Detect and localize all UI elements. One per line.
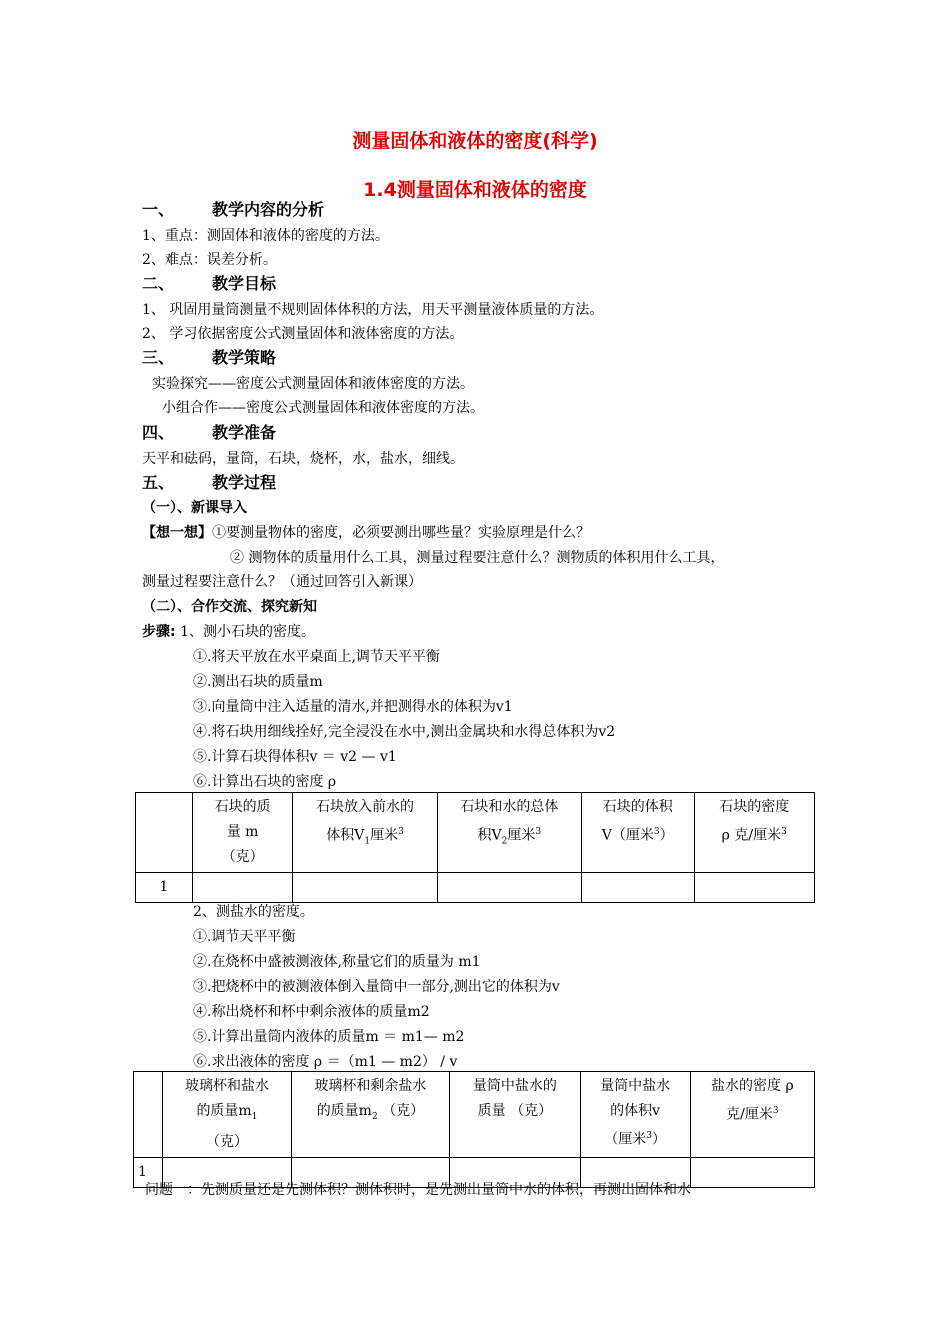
section-3-heading: 三、 教学策略 bbox=[142, 348, 277, 367]
subsection-explore-heading: （二）、合作交流、探究新知 bbox=[142, 599, 317, 615]
table-header-cell: 石块的体积 V（厘米$^3$） bbox=[581, 793, 694, 873]
table-header-cell: 玻璃杯和盐水 的质量$m_1$ （克） bbox=[163, 1072, 291, 1158]
stone-density-table bbox=[135, 792, 815, 903]
table-header-cell: 玻璃杯和剩余盐水 的质量$m_2$ （克） bbox=[291, 1072, 450, 1158]
table-cell bbox=[690, 1157, 814, 1187]
exp1-step-5: ⑤.计算石块得体积v ＝ v2 — v1 bbox=[193, 749, 397, 765]
table-cell bbox=[136, 793, 193, 873]
exp2-title: 2、测盐水的密度。 bbox=[193, 904, 314, 920]
table-header-cell: 石块和水的总体 积$V_2$厘米$^3$ bbox=[437, 793, 581, 873]
section-5-heading: 五、 教学过程 bbox=[142, 473, 277, 492]
section-1-line-2: 2、难点：误差分析。 bbox=[142, 252, 277, 268]
think-label: 【想一想】 bbox=[142, 525, 212, 541]
subsection-intro-heading: （一）、新课导入 bbox=[142, 500, 247, 516]
section-4-line-1: 天平和砝码，量筒，石块，烧杯，水，盐水，细线。 bbox=[142, 451, 464, 467]
saltwater-density-table bbox=[133, 1071, 815, 1188]
table-cell bbox=[192, 873, 293, 903]
section-1-line-1: 1、重点：测固体和液体的密度的方法。 bbox=[142, 228, 389, 244]
table-header-cell: 石块的质 量 m （克） bbox=[192, 793, 293, 873]
section-1-heading: 一、 教学内容的分析 bbox=[142, 200, 325, 219]
think-line-2: ② 测物体的质量用什么工具，测量过程要注意什么？测物质的体积用什么工具， bbox=[230, 550, 725, 566]
exp1-step-3: ③.向量筒中注入适量的清水,并把测得水的体积为v1 bbox=[193, 699, 513, 715]
exp2-step-1: ①.调节天平平衡 bbox=[193, 929, 296, 945]
table-row bbox=[136, 793, 815, 873]
table-cell bbox=[293, 873, 437, 903]
exp1-step-6: ⑥.计算出石块的密度 ρ bbox=[193, 774, 337, 790]
exp2-step-5: ⑤.计算出量筒内液体的质量m ＝ m1— m2 bbox=[193, 1029, 465, 1045]
table-cell bbox=[581, 873, 694, 903]
table-cell: 1 bbox=[134, 1157, 163, 1187]
exp2-step-3: ③.把烧杯中的被测液体倒入量筒中一部分,测出它的体积为v bbox=[193, 979, 560, 995]
section-3-line-2: 小组合作——密度公式测量固体和液体密度的方法。 bbox=[162, 400, 484, 416]
exp2-step-2: ②.在烧杯中盛被测液体,称量它们的质量为 m1 bbox=[193, 954, 481, 970]
table-header-cell: 量筒中盐水的 质量 （克） bbox=[450, 1072, 580, 1158]
exp1-step-1: ①.将天平放在水平桌面上,调节天平平衡 bbox=[193, 649, 440, 665]
exp1-step-2: ②.测出石块的质量m bbox=[193, 674, 323, 690]
lesson-title: 1.4测量固体和液体的密度 bbox=[363, 179, 587, 201]
table-cell: 1 bbox=[136, 873, 193, 903]
section-4-heading: 四、 教学准备 bbox=[142, 423, 277, 442]
section-2-line-2: 2、 学习依据密度公式测量固体和液体密度的方法。 bbox=[142, 326, 464, 342]
table-header-cell: 盐水的密度 ρ 克/厘米$^3$ bbox=[690, 1072, 814, 1158]
steps-label: 步骤: bbox=[142, 624, 176, 640]
exp1-step-4: ④.将石块用细线拴好,完全浸没在水中,测出金属块和水得总体积为v2 bbox=[193, 724, 616, 740]
steps-line: 步骤: 1、测小石块的密度。 bbox=[142, 624, 315, 640]
exp2-step-6: ⑥.求出液体的密度 ρ ＝（m1 — m2） / v bbox=[193, 1054, 458, 1070]
table-row bbox=[136, 873, 815, 903]
question-1: 问题一：先测质量还是先测体积？测体积时，是先测出量筒中水的体积，再测出固体和水 bbox=[145, 1182, 691, 1198]
table-cell bbox=[134, 1072, 163, 1158]
table-header-cell: 石块放入前水的 体积$V_1$厘米$^3$ bbox=[293, 793, 437, 873]
section-2-heading: 二、 教学目标 bbox=[142, 274, 277, 293]
document-title: 测量固体和液体的密度(科学) bbox=[352, 130, 598, 152]
think-line-1: 【想一想】①要测量物体的密度，必须要测出哪些量？实验原理是什么？ bbox=[142, 525, 590, 541]
table-header-cell: 量筒中盐水 的体积v （厘米$^3$） bbox=[580, 1072, 690, 1158]
section-2-line-1: 1、 巩固用量筒测量不规则固体体积的方法，用天平测量液体质量的方法。 bbox=[142, 302, 604, 318]
table-row bbox=[134, 1072, 815, 1158]
table-cell bbox=[694, 873, 815, 903]
exp2-step-4: ④.称出烧杯和杯中剩余液体的质量m2 bbox=[193, 1004, 430, 1020]
table-header-cell: 石块的密度 ρ 克/厘米$^3$ bbox=[694, 793, 815, 873]
table-cell bbox=[437, 873, 581, 903]
think-line-3: 测量过程要注意什么？（通过回答引入新课） bbox=[142, 574, 422, 590]
section-3-line-1: 实验探究——密度公式测量固体和液体密度的方法。 bbox=[152, 376, 474, 392]
